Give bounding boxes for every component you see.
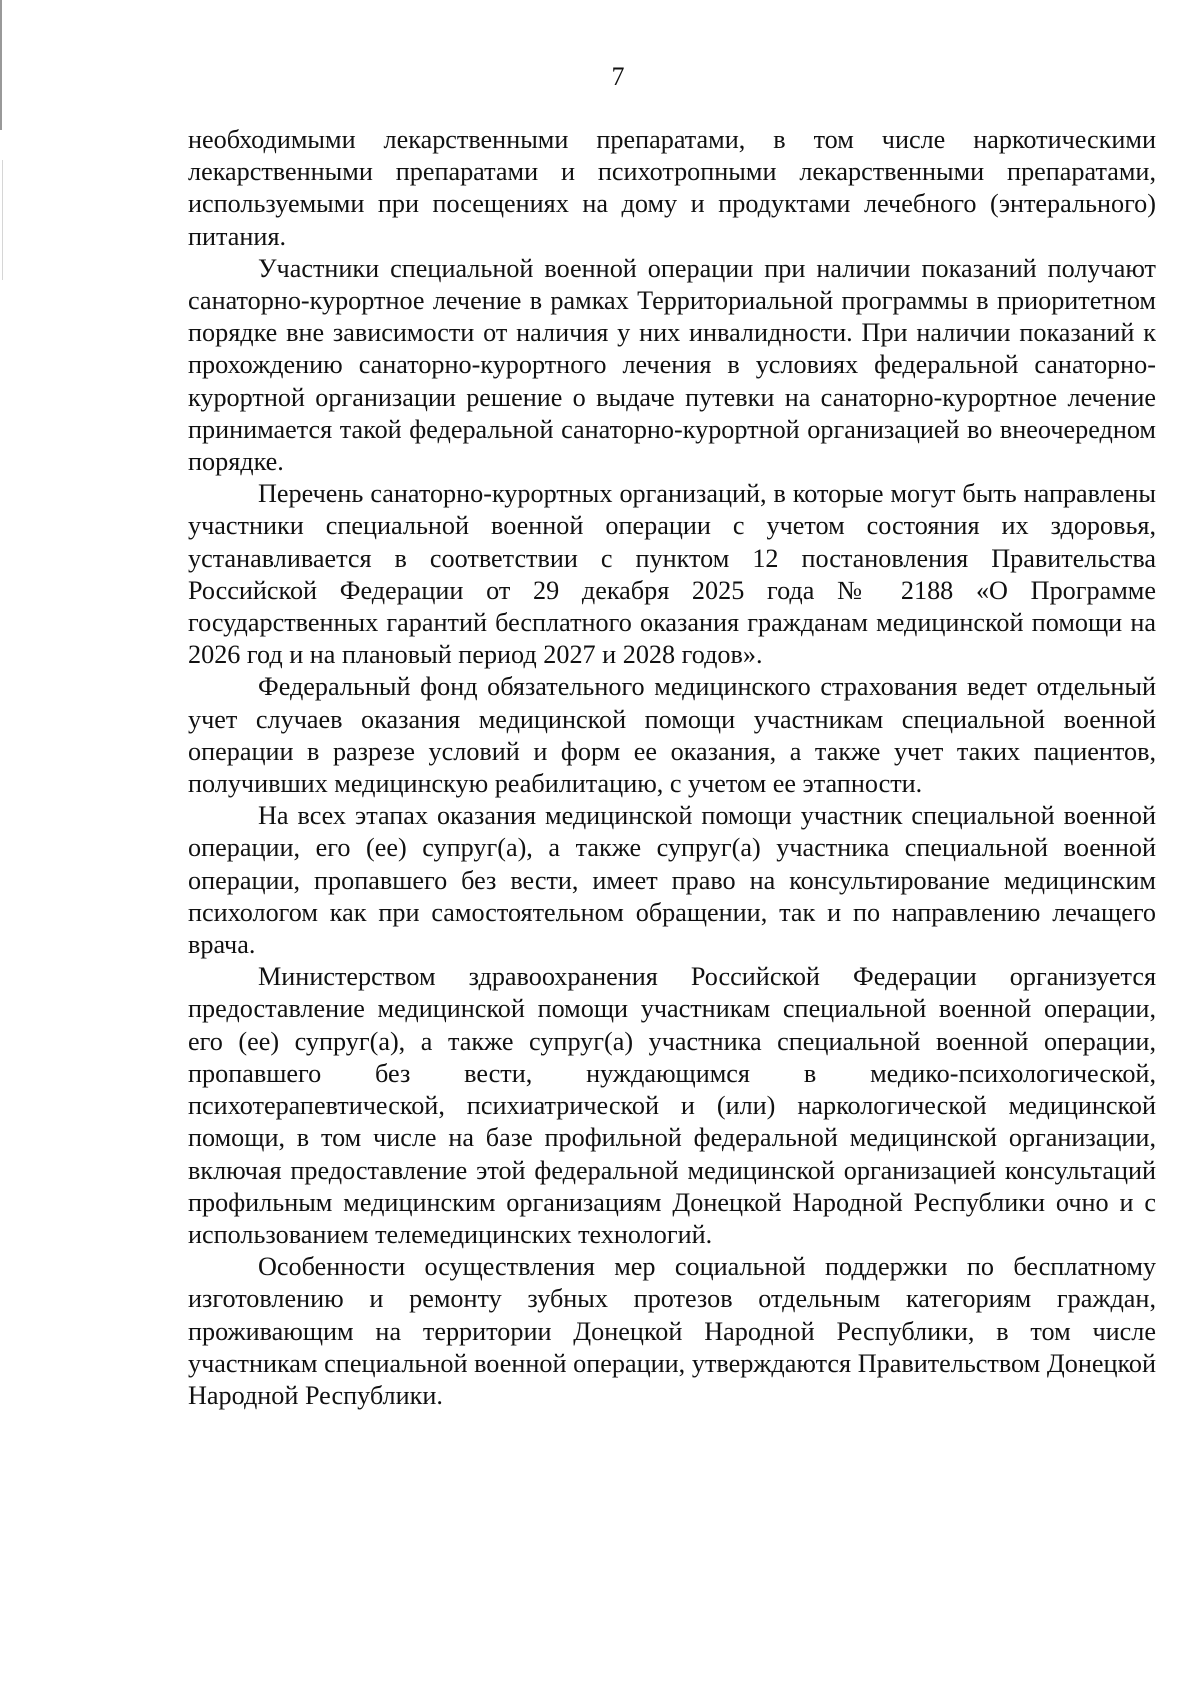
paragraph-ministry-health: Министерством здравоохранения Российской Федерации организуется предоставление медицинской помощи участникам специальной военной операции, его (ее) супруг(а), а также супруг(а) участника специальной военной операции, пропавшего без вести, нуждающимся в медико-психологической, психотерапевтической, психиатрической и (или) наркологической медицинской помощи, в том числе на базе профильной федеральной медицинской организации, включая предоставление этой федеральной медицинской организацией консультаций профильным медицинским организациям Донецкой Народной Республики очно и с использованием телемедицинских технологий. (188, 962, 1156, 1249)
paragraph-dental-prosthetics: Особенности осуществления мер социальной поддержки по бесплатному изготовлению и ремонту зубных протезов отдельным категориям граждан, проживающим на территории Донецкой Народной Республики, в том числе участникам специальной военной операции, утверждаются Правительством Донецкой Народной Республики. (188, 1252, 1156, 1410)
paragraph-psychologist: На всех этапах оказания медицинской помощи участник специальной военной операции, его (ее) супруг(а), а также супруг(а) участника специальной военной операции, пропавшего без вести, имеет право на консультирование медицинским психологом как при самостоятельном обращении, так и по направлению лечащего врача. (188, 801, 1156, 960)
scan-border-mark (2, 160, 3, 280)
paragraph-continuation: необходимыми лекарственными препаратами, в том числе наркотическими лекарственными препаратами и психотропными лекарственными препаратами, используемыми при посещениях на дому и продуктами лечебного (энтерального) питания. (188, 125, 1156, 251)
document-body (188, 124, 1156, 1412)
paragraph-sanatorium-list: Перечень санаторно-курортных организаций, в которые могут быть направлены участники специальной военной операции с учетом состояния их здоровья, устанавливается в соответствии с пунктом 12 постановления Правительства Российской Федерации от 29 декабря 2025 года № 2188 «О Программе государственных гарантий бесплатного оказания гражданам медицинской помощи на 2026 год и на плановый период 2027 и 2028 годов». (188, 479, 1156, 670)
paragraph-insurance-fund: Федеральный фонд обязательного медицинского страхования ведет отдельный учет случаев оказания медицинской помощи участникам специальной военной операции в разрезе условий и форм ее оказания, а также учет таких пациентов, получивших медицинскую реабилитацию, с учетом ее этапности. (188, 672, 1156, 799)
paragraph-sanatorium-treatment: Участники специальной военной операции при наличии показаний получают санаторно-курортное лечение в рамках Территориальной программы в приоритетном порядке вне зависимости от наличия у них инвалидности. При наличии показаний к прохождению санаторно-курортного лечения в условиях федеральной санаторно-курортной организации решение о выдаче путевки на санаторно-курортное лечение принимается такой федеральной санаторно-курортной организацией во внеочередном порядке. (188, 253, 1156, 477)
page-number: 7 (611, 62, 625, 91)
